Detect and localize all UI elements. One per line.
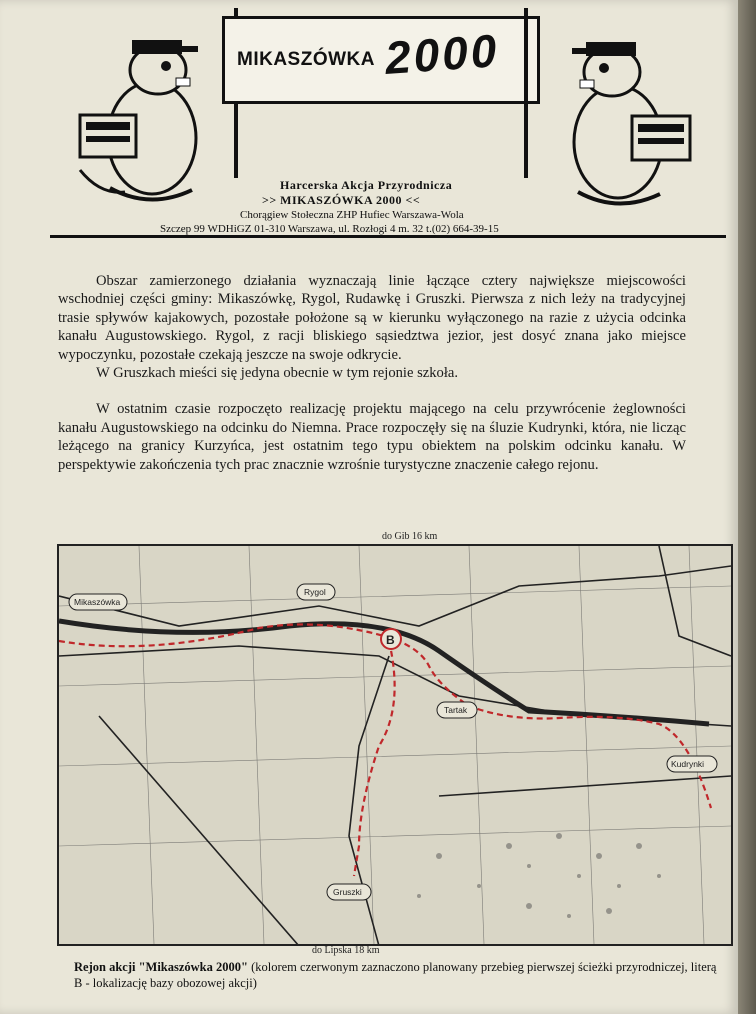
town-label-rygol <box>297 584 335 600</box>
svg-text:Kudrynki: Kudrynki <box>671 759 705 769</box>
svg-text:Tartak: Tartak <box>444 705 468 715</box>
beaver-mascot-right-icon <box>528 24 698 214</box>
header-divider <box>50 235 726 238</box>
region-map <box>57 544 733 946</box>
svg-text:Rygol: Rygol <box>304 587 326 597</box>
town-label-tartak <box>437 702 477 718</box>
paragraph: W Gruszkach mieści się jedyna obecnie w tym rejonie szkoła. <box>96 365 459 382</box>
org-line-4: Szczep 99 WDHiGZ 01-310 Warszawa, ul. Rozłogi 4 m. 32 t.(02) 664-39-15 <box>160 223 499 235</box>
town-label-mikaszowka <box>69 594 127 610</box>
map-bottom-label: do Lipska 18 km <box>312 945 380 956</box>
base-camp-marker <box>381 629 401 649</box>
caption-title: Rejon akcji "Mikaszówka 2000" <box>74 960 248 974</box>
town-label-gruszki <box>327 884 371 900</box>
org-line-2: >> MIKASZÓWKA 2000 << <box>262 193 421 207</box>
org-line-3: Chorągiew Stołeczna ZHP Hufiec Warszawa-Wola <box>240 209 464 221</box>
title-banner <box>222 16 540 104</box>
map-caption <box>74 959 724 991</box>
town-label-kudrynki <box>667 756 717 772</box>
paragraph: W ostatnim czasie rozpoczęto realizację projektu mającego na celu przywrócenie żeglowności kanału Augustowskiego na odcinku do Niemna. Prace rozpoczęły się na śluzie Kudrynki, która, nie licząc leżącego na granicy Kurzyńca, jest ostatnim tego typu obiektem na polskim odcinku kanału. W perspektywie zakończenia tych prac znacznie wzrośnie turystyczne znaczenie całego rejonu. <box>58 401 686 473</box>
banner-name: MIKASZÓWKA <box>237 49 375 70</box>
beaver-mascot-left-icon <box>70 20 240 210</box>
map-graphic <box>59 546 731 944</box>
page-edge <box>738 0 756 1014</box>
caption-text: (kolorem czerwonym zaznaczono planowany przebieg pierwszej ścieżki przyrodniczej, literą B - lokalizację bazy obozowej akcji) <box>74 960 717 990</box>
org-line-1: Harcerska Akcja Przyrodnicza <box>280 178 453 192</box>
svg-text:Gruszki: Gruszki <box>333 887 362 897</box>
article-body <box>58 272 686 474</box>
paragraph: Obszar zamierzonego działania wyznaczają linie łączące cztery największe miejscowości wschodniej części gminy: Mikaszówkę, Rygol, Rudawkę i Gruszki. Pierwsza z nich leży na tradycyjnej trasie spływów kajakowych, pozostałe położone są w kierunku wyłączonego na razie z użycia odcinka kanału Augustowskiego. Rygol, z racji bliskiego sąsiedztwa jezior, jest dosyć znana jako miejsce wypoczynku, pozostałe czekają jeszcze na swoje odkrycie. <box>58 273 686 363</box>
svg-text:Mikaszówka: Mikaszówka <box>74 597 121 607</box>
map-top-label: do Gib 16 km <box>382 531 438 542</box>
svg-text:B: B <box>386 633 395 647</box>
banner-year: 2000 <box>383 24 502 84</box>
